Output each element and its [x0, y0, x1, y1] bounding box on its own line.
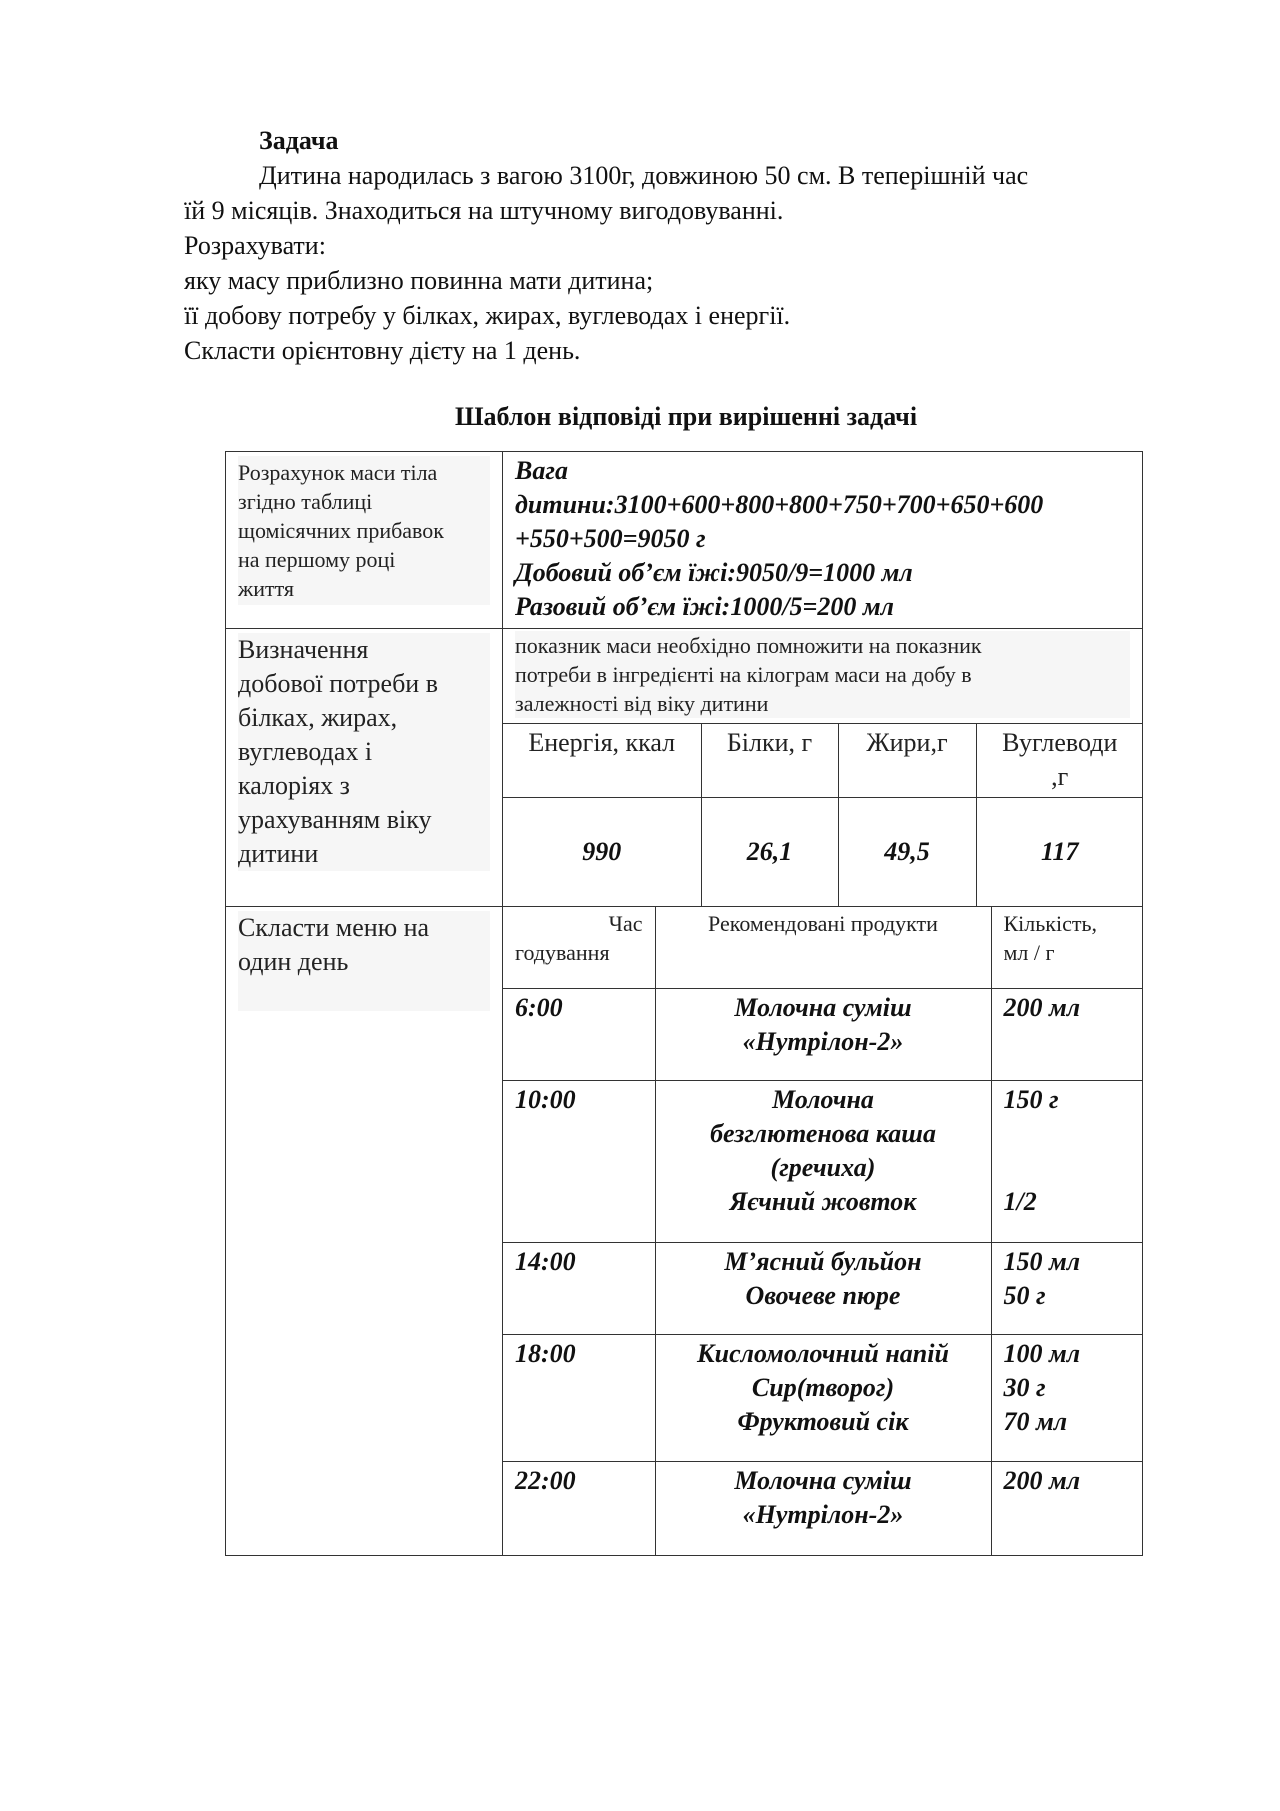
- header-time-line: годування: [515, 939, 610, 965]
- answer-template-table: [225, 451, 1143, 1556]
- header-qty-line: мл / г: [1003, 939, 1055, 965]
- row-daily-needs: [226, 629, 1143, 907]
- product-line: Сир(творог): [751, 1373, 895, 1402]
- product-line: Яєчний жовток: [729, 1187, 917, 1216]
- meal-products: [655, 1462, 991, 1555]
- mass-label-line: на першому році: [238, 547, 396, 572]
- meal-products: [655, 1243, 991, 1335]
- qty-line: 150 мл: [1003, 1247, 1081, 1276]
- product-line: Кисломолочний напій: [697, 1339, 949, 1368]
- meal-time: 18:00: [503, 1335, 655, 1462]
- product-line: Фруктовий сік: [737, 1407, 909, 1436]
- note-line: потреби в інгредієнті на кілограм маси на добу в: [515, 662, 972, 687]
- header-fats: Жири,г: [838, 724, 976, 798]
- meal-row: [503, 1081, 1143, 1243]
- task-line-5: її добову потребу у білках, жирах, вуглеводах і енергії.: [184, 301, 791, 330]
- needs-note: [515, 631, 1130, 718]
- meal-products: [655, 1081, 991, 1243]
- meal-quantity: [991, 1335, 1143, 1462]
- needs-label-line: білках, жирах,: [238, 703, 398, 732]
- meal-row: [503, 1335, 1143, 1462]
- meal-quantity: [991, 1462, 1143, 1555]
- task-line-6: Скласти орієнтовну дієту на 1 день.: [184, 336, 581, 365]
- header-carbs: [976, 724, 1143, 798]
- mass-calculation: [515, 454, 1130, 624]
- product-line: «Нутрілон-2»: [742, 1027, 904, 1056]
- menu-label-line: один день: [238, 946, 349, 976]
- needs-label-line: добової потреби в: [238, 669, 438, 698]
- task-heading: Задача: [259, 126, 339, 155]
- calc-line: +550+500=9050 г: [515, 524, 706, 553]
- mass-label-line: згідно таблиці: [238, 489, 373, 514]
- header-products: Рекомендовані продукти: [655, 907, 991, 989]
- product-line: Молочна: [772, 1085, 874, 1114]
- qty-line: 200 мл: [1003, 1466, 1081, 1495]
- meal-time: 6:00: [503, 989, 655, 1081]
- meal-products: [655, 989, 991, 1081]
- mass-label: [238, 456, 490, 605]
- meal-time: 14:00: [503, 1243, 655, 1335]
- header-proteins: Білки, г: [701, 724, 838, 798]
- needs-label-line: калоріях з: [238, 771, 350, 800]
- qty-line: [1004, 1117, 1132, 1151]
- needs-label-line: вуглеводах і: [238, 737, 373, 766]
- needs-label-line: дитини: [238, 839, 319, 868]
- calc-line: дитини:3100+600+800+800+750+700+650+600: [515, 490, 1044, 519]
- header-energy: Енергія, ккал: [503, 724, 701, 798]
- value-carbs: 117: [976, 798, 1143, 906]
- value-fats: 49,5: [838, 798, 976, 906]
- calc-line: Разовий об’єм їжі:1000/5=200 мл: [515, 592, 895, 621]
- calc-line: Добовий об’єм їжі:9050/9=1000 мл: [515, 558, 913, 587]
- product-line: Овочеве пюре: [745, 1281, 901, 1310]
- menu-table: [503, 907, 1143, 1555]
- note-line: залежності від віку дитини: [515, 691, 769, 716]
- task-line-3: Розрахувати:: [184, 231, 326, 260]
- meal-quantity: [991, 1081, 1143, 1243]
- qty-line: 50 г: [1003, 1281, 1046, 1310]
- meal-time: 10:00: [503, 1081, 655, 1243]
- row-mass-calculation: [226, 452, 1143, 629]
- header-quantity: [991, 907, 1143, 989]
- menu-label: [238, 911, 490, 1011]
- meal-quantity: [991, 989, 1143, 1081]
- product-line: (гречиха): [770, 1153, 876, 1182]
- template-title: Шаблон відповіді при вирішенні задачі: [454, 402, 918, 431]
- task-line-4: яку масу приблизно повинна мати дитина;: [184, 266, 654, 295]
- header-carbs-line: ,г: [1051, 762, 1069, 791]
- product-line: «Нутрілон-2»: [742, 1500, 904, 1529]
- value-proteins: 26,1: [701, 798, 838, 906]
- mass-label-line: Розрахунок маси тіла: [238, 460, 438, 485]
- qty-line: [1004, 1151, 1132, 1185]
- product-line: М’ясний бульйон: [724, 1247, 922, 1276]
- meal-row: [503, 1462, 1143, 1555]
- task-line-2: їй 9 місяців. Знаходиться на штучному вигодовуванні.: [184, 196, 784, 225]
- nutrient-table: [503, 723, 1143, 906]
- product-line: Молочна суміш: [734, 993, 912, 1022]
- meal-products: [655, 1335, 991, 1462]
- qty-line: 200 мл: [1003, 993, 1081, 1022]
- product-line: безглютенова каша: [710, 1119, 936, 1148]
- menu-label-line: Скласти меню на: [238, 912, 430, 942]
- needs-label-line: Визначення: [238, 635, 369, 664]
- task-line-1: Дитина народилась з вагою 3100г, довжиною 50 см. В теперішній час: [259, 161, 1029, 190]
- qty-line: 30 г: [1003, 1373, 1046, 1402]
- meal-row: [503, 989, 1143, 1081]
- header-carbs-line: Вуглеводи: [1002, 728, 1118, 757]
- product-line: Молочна суміш: [734, 1466, 912, 1495]
- meal-quantity: [991, 1243, 1143, 1335]
- meal-row: [503, 1243, 1143, 1335]
- qty-line: 100 мл: [1003, 1339, 1081, 1368]
- qty-line: 150 г: [1003, 1085, 1059, 1114]
- header-time-line: Час: [608, 910, 643, 936]
- calc-line: Вага: [515, 456, 568, 485]
- needs-label: [238, 633, 490, 871]
- header-qty-line: Кількість,: [1003, 910, 1098, 936]
- header-time: [503, 907, 655, 989]
- needs-label-line: урахуванням віку: [238, 805, 432, 834]
- note-line: показник маси необхідно помножити на показник: [515, 633, 982, 658]
- row-menu: [226, 906, 1143, 1555]
- qty-line: 70 мл: [1003, 1407, 1068, 1436]
- meal-time: 22:00: [503, 1462, 655, 1555]
- value-energy: 990: [503, 798, 701, 906]
- mass-label-line: щомісячних прибавок: [238, 518, 444, 543]
- mass-label-line: життя: [238, 576, 295, 601]
- qty-line: 1/2: [1003, 1187, 1037, 1216]
